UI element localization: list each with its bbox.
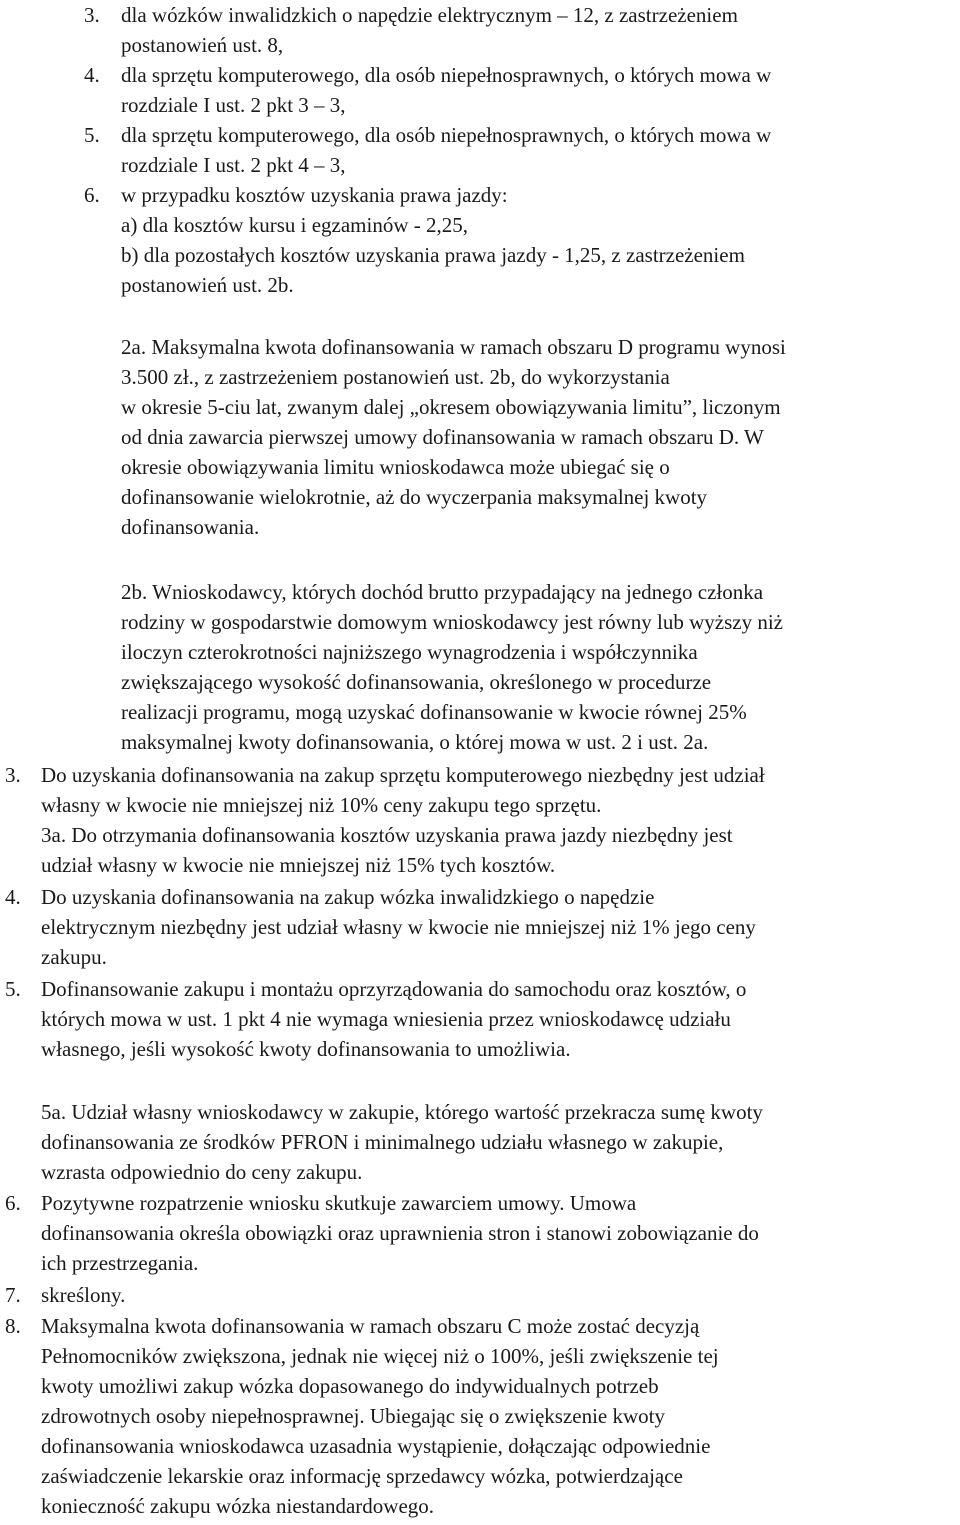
text-line: 2b. Wnioskodawcy, których dochód brutto przypadający na jednego członka xyxy=(121,580,764,604)
text-line: iloczyn czterokrotności najniższego wynagrodzenia i współczynnika xyxy=(121,640,698,664)
text-line: konieczność zakupu wózka niestandardowego. xyxy=(41,1494,435,1518)
text-line: rozdziale I ust. 2 pkt 4 – 3, xyxy=(121,153,346,177)
text-line: zaświadczenie lekarskie oraz informację sprzedawcy wózka, potwierdzające xyxy=(41,1464,683,1488)
text-line: dofinansowania ze środków PFRON i minimalnego udziału własnego w zakupie, xyxy=(41,1130,724,1154)
text-line: dofinansowania określa obowiązki oraz uprawnienia stron i stanowi zobowiązanie do xyxy=(41,1221,759,1245)
list-number: 6. xyxy=(5,1191,21,1215)
text-line: Do uzyskania dofinansowania na zakup sprzętu komputerowego niezbędny jest udział xyxy=(41,763,765,787)
text-line: dla wózków inwalidzkich o napędzie elektrycznym – 12, z zastrzeżeniem xyxy=(121,3,738,27)
text-line: realizacji programu, mogą uzyskać dofinansowanie w kwocie równej 25% xyxy=(121,700,747,724)
text-line: Dofinansowanie zakupu i montażu oprzyrządowania do samochodu oraz kosztów, o xyxy=(41,977,747,1001)
list-number: 5. xyxy=(84,123,100,147)
list-number: 6. xyxy=(84,183,100,207)
text-line: zwiększającego wysokość dofinansowania, określonego w procedurze xyxy=(121,670,712,694)
text-line: skreślony. xyxy=(41,1283,126,1307)
text-line: maksymalnej kwoty dofinansowania, o której mowa w ust. 2 i ust. 2a. xyxy=(121,730,709,754)
text-line: dla sprzętu komputerowego, dla osób niepełnosprawnych, o których mowa w xyxy=(121,63,772,87)
list-number: 7. xyxy=(5,1283,21,1307)
list-number: 3. xyxy=(5,763,21,787)
text-line: rodziny w gospodarstwie domowym wnioskodawcy jest równy lub wyższy niż xyxy=(121,610,783,634)
text-line: których mowa w ust. 1 pkt 4 nie wymaga wniesienia przez wnioskodawcę udziału xyxy=(41,1007,731,1031)
text-line: 2a. Maksymalna kwota dofinansowania w ramach obszaru D programu wynosi xyxy=(121,335,786,359)
text-line: Pozytywne rozpatrzenie wniosku skutkuje zawarciem umowy. Umowa xyxy=(41,1191,637,1215)
text-line: a) dla kosztów kursu i egzaminów - 2,25, xyxy=(121,213,469,237)
text-line: w okresie 5-ciu lat, zwanym dalej „okresem obowiązywania limitu”, liczonym xyxy=(121,395,781,419)
text-line: zdrowotnych osoby niepełnosprawnej. Ubiegając się o zwiększenie kwoty xyxy=(41,1404,665,1428)
text-line: udział własny w kwocie nie mniejszej niż 15% tych kosztów. xyxy=(41,853,556,877)
text-line: rozdziale I ust. 2 pkt 3 – 3, xyxy=(121,93,346,117)
text-line: wzrasta odpowiednio do ceny zakupu. xyxy=(41,1160,363,1184)
text-line: kwoty umożliwi zakup wózka dopasowanego do indywidualnych potrzeb xyxy=(41,1374,659,1398)
text-line: b) dla pozostałych kosztów uzyskania prawa jazdy - 1,25, z zastrzeżeniem xyxy=(121,243,745,267)
text-line: własnego, jeśli wysokość kwoty dofinansowania to umożliwia. xyxy=(41,1037,571,1061)
list-number: 4. xyxy=(84,63,100,87)
text-line: postanowień ust. 8, xyxy=(121,33,284,57)
text-line: postanowień ust. 2b. xyxy=(121,273,294,297)
text-line: Pełnomocników zwiększona, jednak nie więcej niż o 100%, jeśli zwiększenie tej xyxy=(41,1344,719,1368)
text-line: 3.500 zł., z zastrzeżeniem postanowień ust. 2b, do wykorzystania xyxy=(121,365,670,389)
list-number: 8. xyxy=(5,1314,21,1338)
text-line: okresie obowiązywania limitu wnioskodawca może ubiegać się o xyxy=(121,455,670,479)
text-line: Do uzyskania dofinansowania na zakup wózka inwalidzkiego o napędzie xyxy=(41,885,655,909)
text-line: zakupu. xyxy=(41,945,107,969)
text-line: Maksymalna kwota dofinansowania w ramach obszaru C może zostać decyzją xyxy=(41,1314,700,1338)
text-line: ich przestrzegania. xyxy=(41,1251,199,1275)
text-line: elektrycznym niezbędny jest udział własny w kwocie nie mniejszej niż 1% jego ceny xyxy=(41,915,756,939)
text-line: od dnia zawarcia pierwszej umowy dofinansowania w ramach obszaru D. W xyxy=(121,425,764,449)
text-line: dofinansowania. xyxy=(121,515,260,539)
text-line: dla sprzętu komputerowego, dla osób niepełnosprawnych, o których mowa w xyxy=(121,123,772,147)
list-number: 4. xyxy=(5,885,21,909)
list-number: 5. xyxy=(5,977,21,1001)
text-line: 3a. Do otrzymania dofinansowania kosztów uzyskania prawa jazdy niezbędny jest xyxy=(41,823,733,847)
text-line: dofinansowania wnioskodawca uzasadnia wystąpienie, dołączając odpowiednie xyxy=(41,1434,711,1458)
text-line: własny w kwocie nie mniejszej niż 10% ceny zakupu tego sprzętu. xyxy=(41,793,602,817)
list-number: 3. xyxy=(84,3,100,27)
text-line: w przypadku kosztów uzyskania prawa jazdy: xyxy=(121,183,508,207)
text-line: dofinansowanie wielokrotnie, aż do wyczerpania maksymalnej kwoty xyxy=(121,485,708,509)
text-line: 5a. Udział własny wnioskodawcy w zakupie, którego wartość przekracza sumę kwoty xyxy=(41,1100,763,1124)
